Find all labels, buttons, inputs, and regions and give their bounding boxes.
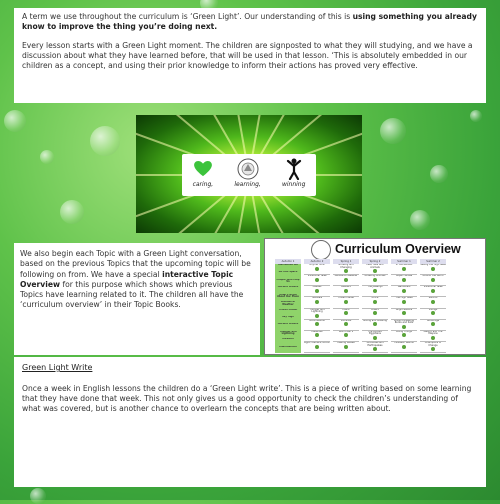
topic-link-dot-icon[interactable] (315, 345, 319, 349)
overview-cell: Pets, Vets and Animals (362, 264, 388, 275)
overview-cell: Stone Age (420, 320, 446, 331)
overview-cell: Ancient Greece (277, 286, 299, 289)
topic-link-dot-icon[interactable] (402, 289, 406, 293)
overview-cell: Growing and Changing (333, 264, 359, 275)
overview-cell: What's Great About Our Place (277, 293, 299, 299)
overview-cell: Wanderers (391, 286, 417, 297)
topic-link-dot-icon[interactable] (344, 345, 348, 349)
overview-cell: Rivers (362, 309, 388, 320)
school-crest-icon (311, 240, 331, 260)
topic-link-dot-icon[interactable] (315, 333, 319, 337)
topic-link-dot-icon[interactable] (431, 278, 435, 282)
write-panel (14, 357, 486, 487)
intro-bold-text: using something you already know to improve the thing you’re doing next. (22, 12, 477, 32)
value-learning (234, 157, 261, 188)
overview-cell: In the Garden (391, 264, 417, 275)
topic-link-dot-icon[interactable] (402, 311, 406, 315)
water-droplet (4, 110, 26, 132)
topic-link-dot-icon[interactable] (373, 311, 377, 315)
topic-link-dot-icon[interactable] (431, 300, 435, 304)
overview-cell: Africa (362, 297, 388, 308)
overview-cell: Ground Breaking Rocks and Soils (391, 320, 417, 331)
overview-grid (267, 259, 483, 353)
intro-paragraph-2: Every lesson starts with a Green Light moment. The children are signposted to what they will studying, and we have a discussion about what they have learned before, that will be used in that lesson. ‘This is absolutely embedded in our children as a concept, and using their prior knowledge to inform their actions has proved very effective. (22, 40, 473, 70)
overview-cell: Mexico and The Mayans (420, 331, 446, 342)
water-droplet (380, 118, 406, 144)
overview-header: Autumn 1 (275, 259, 301, 264)
overview-cell: The Ancient Egyptians (362, 331, 388, 342)
overview-column (333, 259, 359, 353)
overview-cell: The Jewelrys (362, 286, 388, 297)
value-label: learning, (234, 181, 261, 188)
topic-link-dot-icon[interactable] (315, 300, 319, 304)
topic-link-dot-icon[interactable] (315, 289, 319, 293)
overview-header: Autumn 2 (304, 259, 330, 264)
overview-cell: Living Things (391, 331, 417, 342)
topic-link-dot-icon[interactable] (344, 269, 348, 273)
overview-cell: The High Seas (391, 297, 417, 308)
write-heading: Green Light Write (22, 363, 93, 372)
topic-link-dot-icon[interactable] (373, 322, 377, 326)
overview-cell: Frozen Planet (278, 308, 298, 311)
topic-bold-text: interactive Topic Overview (20, 269, 234, 289)
overview-cell: World War II (333, 331, 359, 342)
overview-cell: Wonderful Weather (333, 275, 359, 286)
overview-cell: Vikings (420, 309, 446, 320)
overview-column (304, 259, 330, 353)
topic-link-dot-icon[interactable] (373, 289, 377, 293)
overview-cell: Castles (304, 286, 330, 297)
topic-link-dot-icon[interactable] (402, 300, 406, 304)
intro-paragraph-1 (22, 12, 478, 33)
overview-cell: Frozen Planet (333, 297, 359, 308)
intro-panel (14, 8, 486, 103)
topic-link-dot-icon[interactable] (373, 278, 377, 282)
water-droplet (430, 165, 448, 183)
water-droplet (410, 210, 430, 230)
water-droplet (60, 200, 84, 224)
topic-link-dot-icon[interactable] (344, 311, 348, 315)
topic-link-dot-icon[interactable] (402, 345, 406, 349)
overview-cell: Marvellous me (278, 264, 298, 266)
curriculum-overview (264, 238, 486, 355)
value-label: winning (281, 181, 306, 188)
write-paragraph: Once a week in English lessons the children do a ‘Green Light write’. This is a piece of writing based on some learning that they have done that week. This not only gives us a good opportunity to check the children’s understanding of what was covered, but is another chance to overlearn the concepts that are being written about. (22, 383, 472, 414)
topic-link-dot-icon[interactable] (373, 269, 377, 273)
overview-cell: Invasion (282, 338, 294, 341)
topic-link-dot-icon[interactable] (373, 347, 377, 351)
overview-cell: Amazing Animals (362, 275, 388, 286)
overview-cell: Leaders (333, 286, 359, 297)
overview-cell: Mining and Growing (362, 320, 388, 331)
topic-link-dot-icon[interactable] (315, 278, 319, 282)
overview-cell: Making Waves (333, 342, 359, 353)
overview-cell: Sailing the High Seas (420, 264, 446, 275)
overview-first-column (275, 259, 301, 353)
overview-cell: Light, Camera, Action (304, 342, 330, 353)
topic-link-dot-icon[interactable] (431, 311, 435, 315)
overview-title: Curriculum Overview (335, 242, 461, 256)
water-droplet (30, 488, 46, 504)
overview-cell: Around the World (420, 275, 446, 286)
topic-link-dot-icon[interactable] (431, 347, 435, 351)
overview-header: Summer 1 (391, 259, 417, 264)
topic-link-dot-icon[interactable] (431, 289, 435, 293)
value-caring (193, 157, 214, 188)
topic-link-dot-icon[interactable] (344, 300, 348, 304)
overview-cell: People Who Help Us (276, 278, 300, 284)
value-label: caring, (192, 181, 214, 188)
overview-cell: Volcanos (333, 320, 359, 331)
overview-header: Spring 2 (362, 259, 388, 264)
topic-text-end: for this purpose which shows which previous Topics have learning related to it. The children all have the ‘curriculum overview’ in their Topic Books. (20, 279, 244, 310)
topic-link-dot-icon[interactable] (315, 322, 319, 326)
overview-header: Summer 2 (420, 259, 446, 264)
values-logo-card (182, 154, 316, 196)
overview-cell: Super Heroes (391, 275, 417, 286)
overview-cell: Traditional Tales (420, 286, 446, 297)
overview-cell: Illuminations (279, 345, 297, 348)
topic-panel (14, 243, 260, 355)
overview-cell: Thunder and Lightning (279, 330, 297, 336)
topic-link-dot-icon[interactable] (373, 300, 377, 304)
topic-link-dot-icon[interactable] (402, 325, 406, 329)
overview-cell: Wonderful Weather (281, 301, 295, 306)
topic-link-dot-icon[interactable] (344, 333, 348, 337)
topic-link-dot-icon[interactable] (315, 314, 319, 318)
overview-cell: Fantastic Learns (391, 342, 417, 353)
water-droplet (40, 150, 54, 164)
intro-text: A term we use throughout the curriculum is ‘Green Light’. Our understanding of this is (22, 12, 353, 21)
topic-link-dot-icon[interactable] (344, 278, 348, 282)
topic-link-dot-icon[interactable] (402, 278, 406, 282)
topic-link-dot-icon[interactable] (373, 336, 377, 340)
overview-column (420, 259, 446, 353)
school-crest-icon (237, 158, 259, 180)
topic-link-dot-icon[interactable] (315, 267, 319, 271)
topic-link-dot-icon[interactable] (402, 333, 406, 337)
overview-cell: Ancient Greece (277, 323, 299, 326)
overview-cell: Festivals (304, 297, 330, 308)
topic-link-dot-icon[interactable] (344, 289, 348, 293)
overview-cell: Swords (420, 297, 446, 308)
topic-link-dot-icon[interactable] (431, 267, 435, 271)
overview-header: Spring 1 (333, 259, 359, 264)
green-light-banner (136, 115, 362, 233)
overview-cell: Thunder and Lightning (304, 309, 330, 320)
overview-cell: Sky High (282, 315, 294, 318)
overview-cell: Volcanoes and Earthquakes (362, 342, 388, 353)
overview-cell: Champions of Change (420, 342, 446, 353)
overview-cell: Titanic (333, 309, 359, 320)
heart-icon (194, 161, 212, 177)
topic-text: We also begin each Topic with a Green Light conversation, based on the previous Topics that the upcoming topic will be following on from. We have a special (20, 249, 251, 279)
overview-cell: Traditional Tales (304, 275, 330, 286)
topic-link-dot-icon[interactable] (431, 336, 435, 340)
overview-cell: Anglo-Saxons (391, 309, 417, 320)
topic-link-dot-icon[interactable] (402, 267, 406, 271)
value-winning (282, 157, 305, 188)
topic-link-dot-icon[interactable] (344, 322, 348, 326)
overview-cell: Materials (304, 331, 330, 342)
overview-column (362, 259, 388, 353)
overview-cell: Go into Space (278, 271, 298, 274)
winning-person-icon (286, 158, 302, 180)
overview-cell: Illuminations (304, 320, 330, 331)
topic-link-dot-icon[interactable] (431, 322, 435, 326)
water-droplet (470, 110, 482, 122)
water-droplet (90, 126, 120, 156)
overview-cell: Rhyme Time (304, 264, 330, 275)
overview-column (391, 259, 417, 353)
